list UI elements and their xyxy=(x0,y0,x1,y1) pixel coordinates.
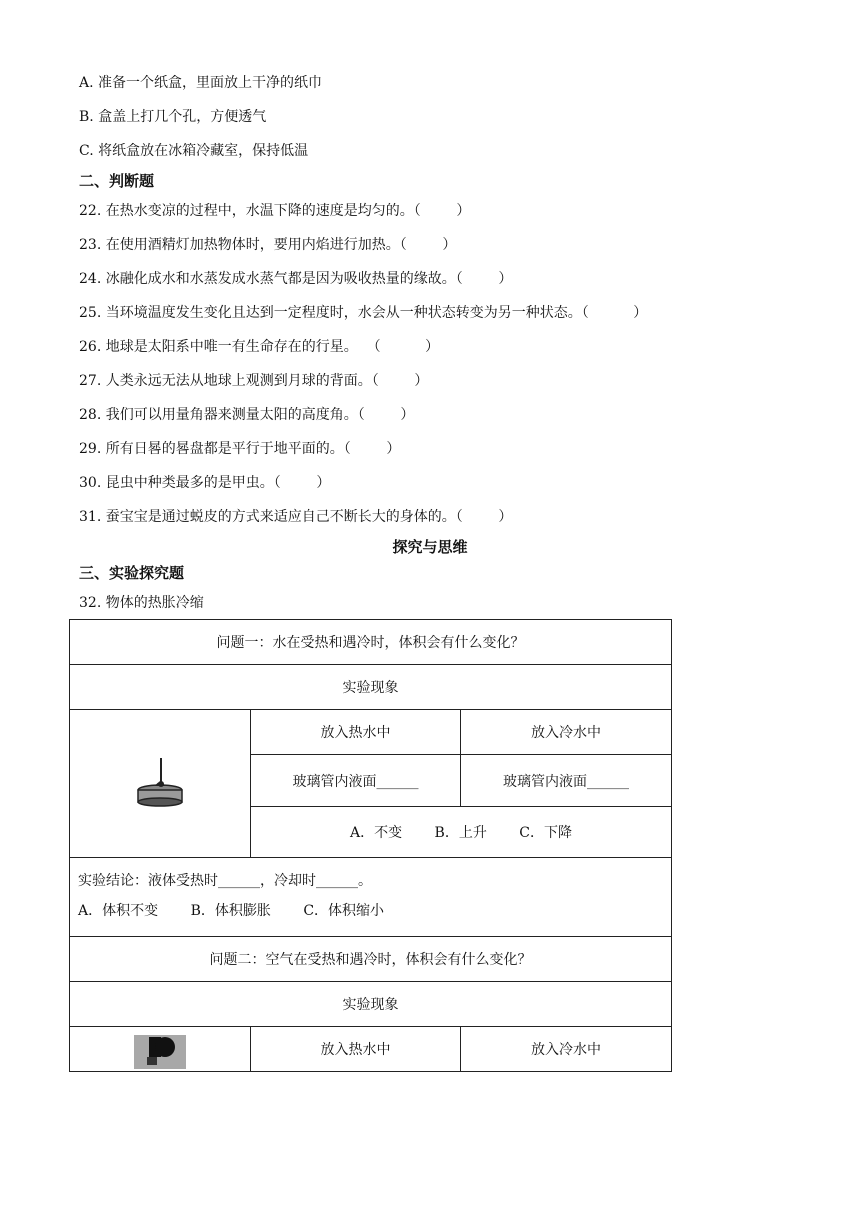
water-experiment-image xyxy=(70,710,251,858)
hot-water-header-2: 放入热水中 xyxy=(251,1027,461,1072)
question-29: 29. 所有日晷的晷盘都是平行于地平面的。（ ） xyxy=(79,441,401,457)
question-2-cell: 问题二：空气在受热和遇冷时，体积会有什么变化？ xyxy=(70,937,672,982)
section-2-title: 二、判断题 xyxy=(79,172,155,190)
question-32: 32. 物体的热胀冷缩 xyxy=(79,595,204,611)
conclusion-text: 实验结论：液体受热时______，冷却时______。 xyxy=(78,873,372,889)
option-b: B. 盒盖上打几个孔，方便透气 xyxy=(79,109,267,125)
hot-water-header: 放入热水中 xyxy=(251,710,461,755)
choice-volume-unchanged: A．体积不变 xyxy=(78,903,159,919)
cold-water-header: 放入冷水中 xyxy=(461,710,672,755)
question-31: 31. 蚕宝宝是通过蜕皮的方式来适应自己不断长大的身体的。（ ） xyxy=(79,509,513,525)
cold-water-header-2: 放入冷水中 xyxy=(461,1027,672,1072)
question-27: 27. 人类永远无法从地球上观测到月球的背面。（ ） xyxy=(79,373,429,389)
question-30: 30. 昆虫中种类最多的是甲虫。（ ） xyxy=(79,475,331,491)
choice-rise: B．上升 xyxy=(434,825,487,841)
question-25: 25. 当环境温度发生变化且达到一定程度时，水会从一种状态转变为另一种状态。（ ） xyxy=(79,305,648,321)
air-experiment-image xyxy=(70,1027,251,1072)
question-26: 26. 地球是太阳系中唯一有生命存在的行星。 （ ） xyxy=(79,339,440,355)
question-28: 28. 我们可以用量角器来测量太阳的高度角。（ ） xyxy=(79,407,415,423)
section-3-title: 三、实验探究题 xyxy=(79,564,185,582)
question-24: 24. 冰融化成水和水蒸发成水蒸气都是因为吸收热量的缘故。（ ） xyxy=(79,271,513,287)
liquid-level-hot: 玻璃管内液面______ xyxy=(251,755,461,807)
choice-volume-shrink: C．体积缩小 xyxy=(303,903,385,919)
air-bottle-icon xyxy=(133,1029,187,1069)
choice-fall: C．下降 xyxy=(519,825,573,841)
conclusion-cell xyxy=(70,858,672,937)
liquid-level-cold: 玻璃管内液面______ xyxy=(461,755,672,807)
option-c: C. 将纸盒放在冰箱冷藏室，保持低温 xyxy=(79,143,309,159)
option-a: A. 准备一个纸盒，里面放上干净的纸巾 xyxy=(79,75,323,91)
question-1-cell: 问题一：水在受热和遇冷时，体积会有什么变化？ xyxy=(70,620,672,665)
question-23: 23. 在使用酒精灯加热物体时，要用内焰进行加热。（ ） xyxy=(79,237,457,253)
flask-in-water-icon xyxy=(130,754,190,814)
choices-row-1 xyxy=(251,807,672,858)
phenomenon-2-header: 实验现象 xyxy=(70,982,672,1027)
conclusion-choices xyxy=(78,896,671,926)
part-title: 探究与思维 xyxy=(392,538,468,556)
choice-unchanged: A．不变 xyxy=(349,825,403,841)
phenomenon-1-header: 实验现象 xyxy=(70,665,672,710)
question-22: 22. 在热水变凉的过程中，水温下降的速度是均匀的。（ ） xyxy=(79,203,471,219)
experiment-table xyxy=(69,619,672,1072)
choice-volume-expand: B．体积膨胀 xyxy=(190,903,271,919)
